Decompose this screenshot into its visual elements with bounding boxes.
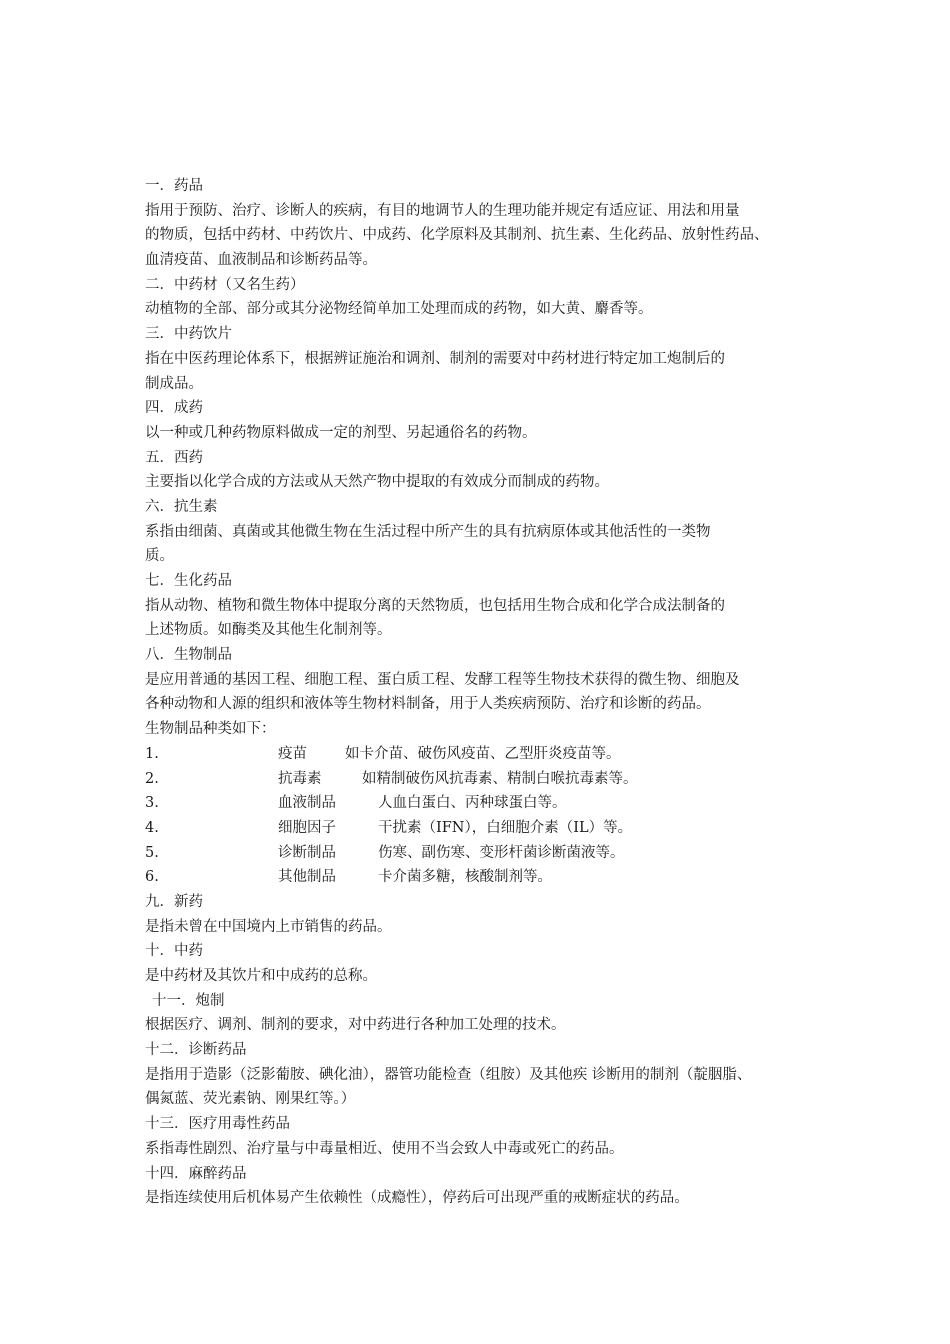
list-example: 卡介菌多糖，核酸制剂等。 [378,869,552,886]
paragraph-line: 以一种或几种药物原料做成一定的剂型、另起通俗名的药物。 [145,424,537,441]
paragraph-line: 是指连续使用后机体易产生依赖性（成瘾性），停药后可出现严重的戒断症状的药品。 [145,1190,689,1207]
section-heading: 十一．炮制 [152,992,225,1009]
paragraph-line: 制成品。 [145,375,203,392]
section-heading: 十三．医疗用毒性药品 [145,1116,290,1133]
paragraph-line: 各种动物和人源的组织和液体等生物材料制备，用于人类疾病预防、治疗和诊断的药品。 [145,696,711,713]
list-kind: 抗毒素 [278,770,322,787]
section-heading: 六．抗生素 [145,498,218,515]
section-heading: 十二．诊断药品 [145,1042,247,1059]
list-example: 如精制破伤风抗毒素、精制白喉抗毒素等。 [362,770,638,787]
list-example: 人血白蛋白、丙种球蛋白等。 [378,795,567,812]
paragraph-line: 根据医疗、调剂、制剂的要求，对中药进行各种加工处理的技术。 [145,1017,566,1034]
paragraph-line: 是指未曾在中国境内上市销售的药品。 [145,918,392,935]
list-example: 伤寒、副伤寒、变形杆菌诊断菌液等。 [378,844,625,861]
list-number: 6. [145,869,159,886]
section-heading: 七．生化药品 [145,573,232,589]
section-heading: 八．生物制品 [145,647,232,664]
paragraph-line: 系指由细菌、真菌或其他微生物在生活过程中所产生的具有抗病原体或其他活性的一类物 [145,523,711,540]
list-kind: 疫苗 [278,745,307,762]
list-kind: 其他制品 [278,869,336,886]
paragraph-line: 偶氮蓝、荧光素钠、刚果红等。） [145,1091,356,1108]
list-item [145,791,815,816]
list-number: 1. [145,745,159,762]
section-heading: 十．中药 [145,943,203,960]
paragraph-line: 质。 [145,548,174,565]
list-number: 2. [145,770,159,787]
paragraph-line: 动植物的全部、部分或其分泌物经简单加工处理而成的药物，如大黄、麝香等。 [145,301,653,318]
paragraph-line: 生物制品种类如下： [145,721,276,738]
paragraph-line: 是应用普通的基因工程、细胞工程、蛋白质工程、发酵工程等生物技术获得的微生物、细胞及 [145,671,740,688]
list-number: 4. [145,819,159,836]
list-example: 干扰素（IFN），白细胞介素（IL）等。 [378,819,633,836]
paragraph-line: 指用于预防、治疗、诊断人的疾病，有目的地调节人的生理功能并规定有适应证、用法和用量 [145,202,740,219]
paragraph-line: 的物质，包括中药材、中药饮片、中成药、化学原料及其制剂、抗生素、生化药品、放射性药品、 [145,227,769,244]
list-kind: 血液制品 [278,795,336,812]
section-heading: 五．西药 [145,449,203,466]
paragraph-line: 血清疫苗、血液制品和诊断药品等。 [145,252,377,269]
list-item [145,841,815,866]
paragraph-line: 系指毒性剧烈、治疗量与中毒量相近、使用不当会致人中毒或死亡的药品。 [145,1140,624,1157]
list-number: 3. [145,795,159,812]
list-item [145,865,815,890]
list-item [145,816,815,841]
list-kind: 诊断制品 [278,844,336,861]
section-heading: 三．中药饮片 [145,326,232,343]
list-kind: 细胞因子 [278,819,336,836]
list-number: 5. [145,844,159,861]
section-heading: 二．中药材（又名生药） [145,276,305,293]
document-content [145,174,815,1211]
list-item [145,742,815,767]
section-heading: 一．药品 [145,178,203,194]
section-heading: 十四．麻醉药品 [145,1165,247,1182]
list-example: 如卡介苗、破伤风疫苗、乙型肝炎疫苗等。 [345,745,621,762]
paragraph-line: 上述物质。如酶类及其他生化制剂等。 [145,622,392,639]
paragraph-line: 是中药材及其饮片和中成药的总称。 [145,968,377,984]
paragraph-line: 主要指以化学合成的方法或从天然产物中提取的有效成分而制成的药物。 [145,474,609,491]
paragraph-line: 指从动物、植物和微生物体中提取分离的天然物质，也包括用生物合成和化学合成法制备的 [145,597,725,614]
paragraph-line: 指在中医药理论体系下，根据辨证施治和调剂、制剂的需要对中药材进行特定加工炮制后的 [145,350,725,367]
section-heading: 九．新药 [145,893,203,910]
paragraph-line: 是指用于造影（泛影葡胺、碘化油），器管功能检查（组胺）及其他疾 诊断用的制剂（靛胭脂、 [145,1066,752,1083]
section-heading: 四．成药 [145,400,203,417]
list-item [145,767,815,792]
